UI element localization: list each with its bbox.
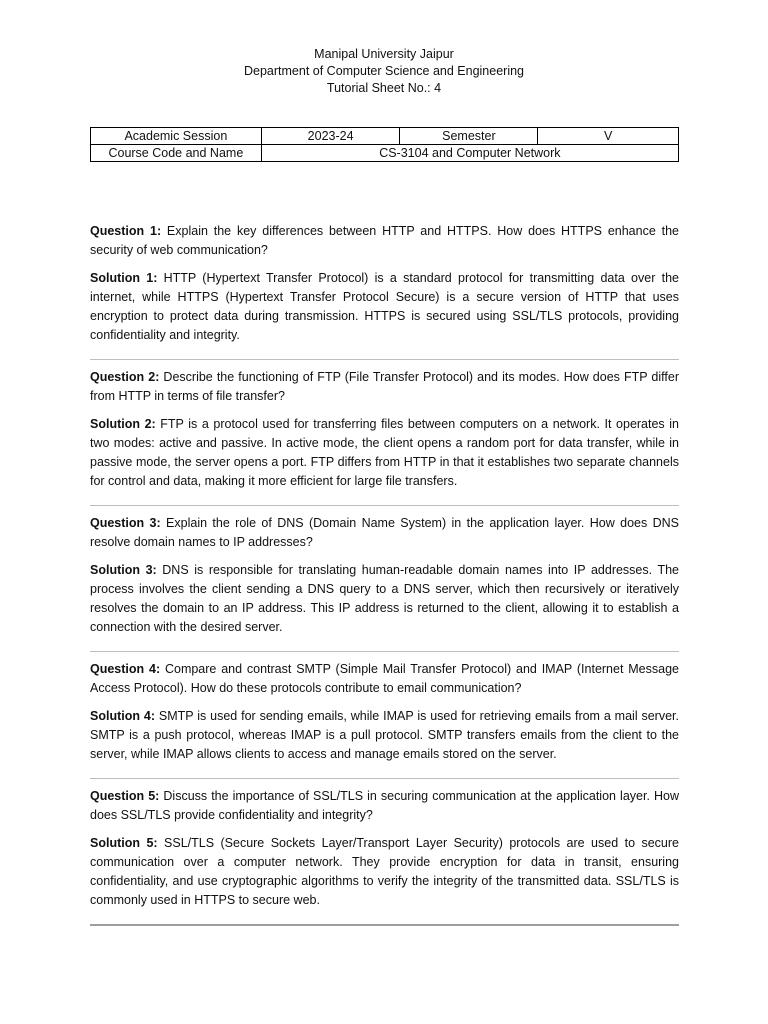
course-value: CS-3104 and Computer Network (261, 145, 678, 162)
session-value: 2023-24 (261, 128, 400, 145)
tutorial-sheet-number: Tutorial Sheet No.: 4 (326, 81, 442, 95)
solution-5 (90, 834, 679, 910)
solution-text: SSL/TLS (Secure Sockets Layer/Transport Layer Security) protocols are used to secure communication over a computer network. They provide encryption for data in transit, ensuring confidentiality, and use cryptographic algorithms to verify the integrity of the transmitted data. SSL/TLS is commonly used in HTTPS to secure web. (90, 836, 679, 907)
question-4 (90, 660, 679, 698)
question-label: Question 2: (90, 370, 160, 384)
divider (90, 651, 679, 652)
solution-label: Solution 2: (90, 417, 156, 431)
divider (90, 359, 679, 360)
solution-text: SMTP is used for sending emails, while IMAP is used for retrieving emails from a mail server. SMTP is a push protocol, whereas IMAP is a pull protocol. SMTP transfers emails from the client to the server, while IMAP allows clients to access and manage emails stored on the server. (90, 709, 679, 761)
question-2 (90, 368, 679, 406)
qa-block-5 (90, 787, 679, 910)
divider (90, 778, 679, 779)
qa-block-1 (90, 222, 679, 345)
department-name: Department of Computer Science and Engineering (243, 64, 525, 78)
solution-2 (90, 415, 679, 491)
semester-label: Semester (400, 128, 538, 145)
question-label: Question 1: (90, 224, 162, 238)
questions-section (90, 222, 679, 934)
qa-block-3 (90, 514, 679, 637)
document-header (0, 46, 768, 97)
course-info-table (90, 127, 679, 162)
question-label: Question 4: (90, 662, 161, 676)
question-text: Describe the functioning of FTP (File Transfer Protocol) and its modes. How does FTP differ from HTTP in terms of file transfer? (90, 370, 679, 403)
solution-3 (90, 561, 679, 637)
solution-4 (90, 707, 679, 764)
table-row (91, 128, 679, 145)
question-5 (90, 787, 679, 825)
course-label: Course Code and Name (91, 145, 262, 162)
question-label: Question 5: (90, 789, 160, 803)
end-divider (90, 924, 679, 926)
qa-block-2 (90, 368, 679, 491)
solution-text: DNS is responsible for translating human-readable domain names into IP addresses. The process involves the client sending a DNS query to a DNS server, which then recursively or iteratively resolves the domain to an IP address. This IP address is returned to the client, allowing it to establish a connection with the desired server. (90, 563, 679, 634)
divider (90, 505, 679, 506)
solution-label: Solution 5: (90, 836, 158, 850)
solution-label: Solution 4: (90, 709, 155, 723)
question-text: Explain the role of DNS (Domain Name System) in the application layer. How does DNS resolve domain names to IP addresses? (90, 516, 680, 549)
session-label: Academic Session (91, 128, 262, 145)
solution-text: FTP is a protocol used for transferring files between computers on a network. It operates in two modes: active and passive. In active mode, the client opens a random port for data transfer, while in passive mode, the server opens a port. FTP differs from HTTP in that it establishes two separate channels for control and data, making it more efficient for large file transfers. (90, 417, 679, 488)
solution-label: Solution 3: (90, 563, 157, 577)
university-name: Manipal University Jaipur (314, 47, 454, 61)
question-text: Discuss the importance of SSL/TLS in securing communication at the application layer. How does SSL/TLS provide confidentiality and integrity? (90, 789, 679, 822)
solution-text: HTTP (Hypertext Transfer Protocol) is a standard protocol for transmitting data over the internet, while HTTPS (Hypertext Transfer Protocol Secure) is a secure version of HTTP that uses encryption to protect data during transmission. HTTPS is secured using SSL/TLS protocols, providing confidentiality and integrity. (90, 271, 680, 342)
question-label: Question 3: (90, 516, 161, 530)
table-row (91, 145, 679, 162)
solution-1 (90, 269, 679, 345)
question-3 (90, 514, 679, 552)
question-1 (90, 222, 679, 260)
qa-block-4 (90, 660, 679, 764)
solution-label: Solution 1: (90, 271, 158, 285)
semester-value: V (538, 128, 679, 145)
question-text: Compare and contrast SMTP (Simple Mail Transfer Protocol) and IMAP (Internet Message Access Protocol). How do these protocols contribute to email communication? (90, 662, 679, 695)
question-text: Explain the key differences between HTTP and HTTPS. How does HTTPS enhance the security of web communication? (90, 224, 679, 257)
